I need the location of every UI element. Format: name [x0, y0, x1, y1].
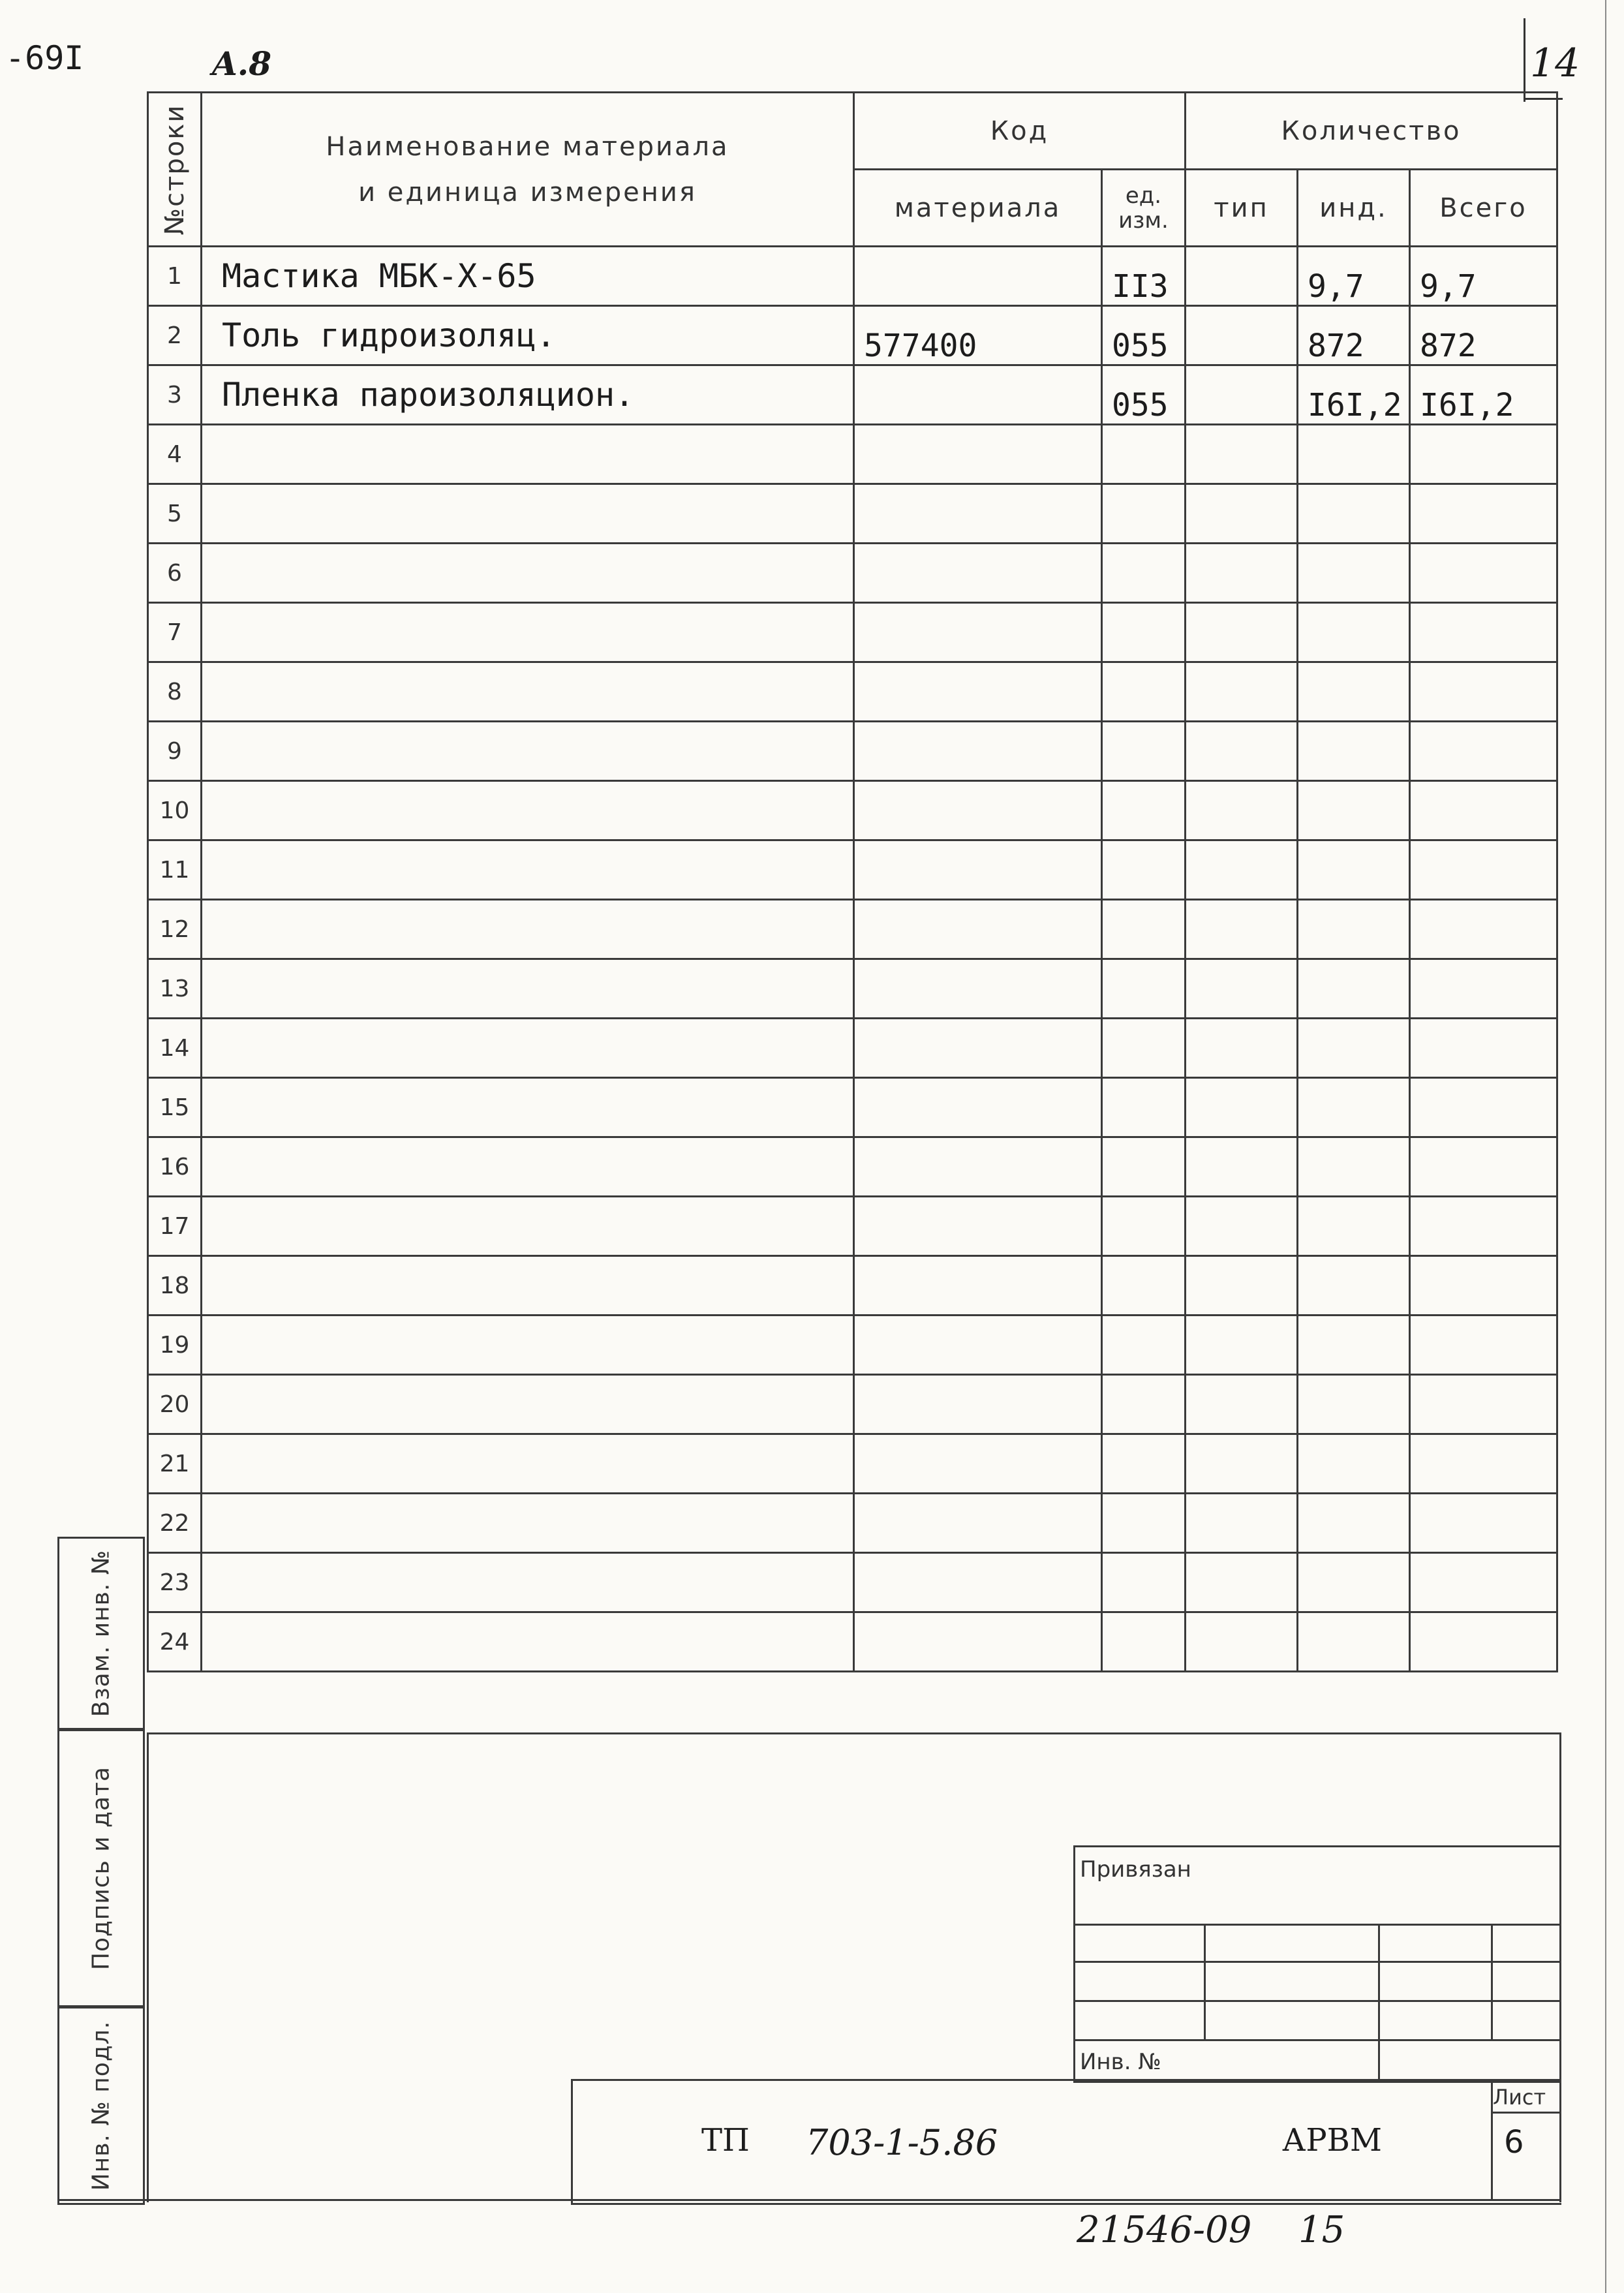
qty-type-cell: [1186, 959, 1298, 1019]
unit-code-cell: [1102, 1256, 1186, 1316]
qty-type-cell: [1186, 1197, 1298, 1256]
qty-type-cell: [1186, 544, 1298, 603]
qty-total-cell: [1410, 603, 1557, 662]
unit-code-cell: 055: [1102, 306, 1186, 365]
qty-ind-cell: I6I,2: [1298, 365, 1410, 425]
unit-code-cell: [1102, 1316, 1186, 1375]
row-number-cell: 13: [148, 959, 202, 1019]
qty-total-cell: [1410, 1256, 1557, 1316]
material-name-cell: [202, 959, 854, 1019]
qty-ind-cell: [1298, 1553, 1410, 1612]
table-row: [148, 1137, 1557, 1197]
row-number-cell: 21: [148, 1434, 202, 1494]
row-number-cell: 10: [148, 781, 202, 840]
material-code-cell: [854, 1197, 1102, 1256]
material-code-cell: [854, 1375, 1102, 1434]
unit-code-cell: [1102, 425, 1186, 484]
row-number-cell: 17: [148, 1197, 202, 1256]
table-row: [148, 1494, 1557, 1553]
unit-code-cell: [1102, 900, 1186, 959]
row-number-cell: 11: [148, 840, 202, 900]
strip-inv-orig: Инв. № подл.: [57, 2007, 145, 2205]
material-name-cell: [202, 1316, 854, 1375]
material-code-cell: [854, 603, 1102, 662]
unit-code-cell: [1102, 1137, 1186, 1197]
bound-label: Привязан: [1080, 1856, 1191, 1883]
strip-inv-replace: Взам. инв. №: [57, 1537, 145, 1730]
material-name-cell: Толь гидроизоляц.: [202, 306, 854, 365]
qty-total-cell: [1410, 840, 1557, 900]
material-code-cell: [854, 1256, 1102, 1316]
unit-code-cell: [1102, 1612, 1186, 1672]
row-number-cell: 6: [148, 544, 202, 603]
unit-code-cell: [1102, 781, 1186, 840]
table-row: [148, 900, 1557, 959]
quantity-header: Количество: [1186, 93, 1557, 170]
table-row: [148, 1019, 1557, 1078]
row-number-cell: 22: [148, 1494, 202, 1553]
material-code-cell: [854, 1553, 1102, 1612]
unit-code-cell: [1102, 1553, 1186, 1612]
material-name-cell: [202, 1494, 854, 1553]
qty-total-cell: [1410, 662, 1557, 722]
qty-type-cell: [1186, 1256, 1298, 1316]
page-number-box-divider: [1524, 18, 1525, 102]
material-spec-table: [147, 91, 1558, 1672]
qty-total-cell: [1410, 484, 1557, 544]
binding-vline-3: [1491, 1924, 1493, 2041]
material-name-cell: [202, 1375, 854, 1434]
unit-code-cell: [1102, 544, 1186, 603]
qty-total-cell: [1410, 1553, 1557, 1612]
qty-total-cell: 9,7: [1410, 247, 1557, 306]
qty-ind-cell: [1298, 1434, 1410, 1494]
unit-code-cell: [1102, 959, 1186, 1019]
qty-total-cell: [1410, 1078, 1557, 1137]
material-name-cell: [202, 1019, 854, 1078]
qty-ind-cell: 872: [1298, 306, 1410, 365]
qty-total-cell: [1410, 544, 1557, 603]
material-code-cell: [854, 900, 1102, 959]
unit-code-cell: [1102, 1494, 1186, 1553]
qty-ind-cell: [1298, 1256, 1410, 1316]
material-name-cell: [202, 781, 854, 840]
material-name-cell: [202, 425, 854, 484]
qty-ind-cell: [1298, 959, 1410, 1019]
material-code-cell: [854, 1316, 1102, 1375]
qty-total-cell: [1410, 1375, 1557, 1434]
qty-type-cell: [1186, 1612, 1298, 1672]
archive-number: 21546-09: [1077, 2209, 1252, 2251]
qty-ind-cell: [1298, 1494, 1410, 1553]
material-code-cell: [854, 1612, 1102, 1672]
table-row: [148, 1553, 1557, 1612]
qty-ind-cell: [1298, 1019, 1410, 1078]
unit-code-cell: [1102, 722, 1186, 781]
stamp-sheet-label-line: [1491, 2112, 1559, 2114]
qty-type-cell: [1186, 722, 1298, 781]
code-header: Код: [854, 93, 1186, 170]
material-code-cell: [854, 781, 1102, 840]
row-number-cell: 2: [148, 306, 202, 365]
material-code-cell: [854, 425, 1102, 484]
unit-code-cell: [1102, 603, 1186, 662]
qty-total-cell: [1410, 959, 1557, 1019]
table-row: [148, 247, 1557, 306]
project-number: 703-1-5.86: [806, 2122, 998, 2163]
qty-ind-cell: [1298, 662, 1410, 722]
qty-type-cell: [1186, 900, 1298, 959]
material-name-cell: [202, 722, 854, 781]
row-number-cell: 4: [148, 425, 202, 484]
material-code-cell: [854, 722, 1102, 781]
row-number-cell: 19: [148, 1316, 202, 1375]
unit-code-cell: 055: [1102, 365, 1186, 425]
sheet-code: A.8: [212, 44, 271, 83]
material-code-header: материала: [854, 170, 1102, 247]
row-number-header: №строки: [148, 93, 202, 247]
frame-left-lower: [147, 1732, 149, 2202]
qty-ind-cell: [1298, 900, 1410, 959]
qty-ind-cell: 9,7: [1298, 247, 1410, 306]
unit-code-cell: [1102, 1375, 1186, 1434]
material-code-cell: [854, 662, 1102, 722]
qty-type-cell: [1186, 1078, 1298, 1137]
table-row: [148, 840, 1557, 900]
qty-type-header: тип: [1186, 170, 1298, 247]
qty-ind-cell: [1298, 544, 1410, 603]
row-number-cell: 5: [148, 484, 202, 544]
qty-total-cell: [1410, 1019, 1557, 1078]
qty-type-cell: [1186, 484, 1298, 544]
material-name-cell: [202, 662, 854, 722]
material-code-cell: [854, 1434, 1102, 1494]
qty-type-cell: [1186, 781, 1298, 840]
table-row: [148, 662, 1557, 722]
qty-type-cell: [1186, 1375, 1298, 1434]
doc-code: АРВМ: [1282, 2122, 1383, 2159]
material-code-cell: [854, 1019, 1102, 1078]
material-code-cell: [854, 959, 1102, 1019]
qty-type-cell: [1186, 1137, 1298, 1197]
qty-type-cell: [1186, 365, 1298, 425]
document-code-fragment: -69I: [5, 39, 84, 77]
binding-line-4: [1073, 2039, 1559, 2041]
qty-total-cell: I6I,2: [1410, 365, 1557, 425]
table-row: [148, 1434, 1557, 1494]
table-row: [148, 425, 1557, 484]
table-row: [148, 365, 1557, 425]
qty-total-cell: [1410, 1197, 1557, 1256]
qty-type-cell: [1186, 1019, 1298, 1078]
material-name-cell: Мастика МБК-Х-65: [202, 247, 854, 306]
table-bottom-border: [147, 1732, 1561, 1734]
table-row: [148, 1078, 1557, 1137]
sheet-label: Лист: [1493, 2085, 1546, 2110]
qty-ind-cell: [1298, 840, 1410, 900]
table-row: [148, 1375, 1557, 1434]
row-number-cell: 18: [148, 1256, 202, 1316]
row-number-cell: 15: [148, 1078, 202, 1137]
table-row: [148, 484, 1557, 544]
qty-ind-cell: [1298, 603, 1410, 662]
qty-total-cell: [1410, 900, 1557, 959]
binding-vline-1: [1204, 1924, 1206, 2041]
qty-total-header: Всего: [1410, 170, 1557, 247]
qty-ind-cell: [1298, 1197, 1410, 1256]
qty-total-cell: [1410, 425, 1557, 484]
material-code-cell: [854, 1078, 1102, 1137]
material-code-cell: [854, 484, 1102, 544]
row-number-cell: 12: [148, 900, 202, 959]
table-row: [148, 722, 1557, 781]
qty-type-cell: [1186, 306, 1298, 365]
qty-type-cell: [1186, 1434, 1298, 1494]
unit-code-cell: [1102, 662, 1186, 722]
scan-edge-line: [1605, 0, 1606, 2293]
material-name-cell: [202, 1434, 854, 1494]
material-name-cell: [202, 1612, 854, 1672]
unit-code-cell: [1102, 1434, 1186, 1494]
table-row: [148, 306, 1557, 365]
qty-ind-cell: [1298, 1078, 1410, 1137]
qty-ind-cell: [1298, 1375, 1410, 1434]
qty-ind-cell: [1298, 425, 1410, 484]
qty-total-cell: [1410, 1612, 1557, 1672]
qty-type-cell: [1186, 425, 1298, 484]
qty-total-cell: [1410, 1494, 1557, 1553]
table-row: [148, 1197, 1557, 1256]
qty-type-cell: [1186, 1316, 1298, 1375]
unit-code-cell: II3: [1102, 247, 1186, 306]
row-number-cell: 9: [148, 722, 202, 781]
material-name-cell: Пленка пароизоляцион.: [202, 365, 854, 425]
binding-line-3: [1073, 2000, 1559, 2002]
inv-label: Инв. №: [1080, 2049, 1161, 2075]
row-number-cell: 8: [148, 662, 202, 722]
material-name-cell: [202, 484, 854, 544]
material-name-cell: [202, 1078, 854, 1137]
row-number-cell: 7: [148, 603, 202, 662]
qty-total-cell: [1410, 781, 1557, 840]
qty-type-cell: [1186, 247, 1298, 306]
unit-code-cell: [1102, 1197, 1186, 1256]
table-row: [148, 1256, 1557, 1316]
strip-sign-date: Подпись и дата: [57, 1729, 145, 2007]
spec-table-body: [148, 247, 1557, 1672]
qty-ind-cell: [1298, 781, 1410, 840]
qty-ind-cell: [1298, 1612, 1410, 1672]
row-number-cell: 3: [148, 365, 202, 425]
qty-type-cell: [1186, 1494, 1298, 1553]
material-name-cell: [202, 544, 854, 603]
material-code-cell: 577400: [854, 306, 1102, 365]
archive-page: 15: [1298, 2209, 1345, 2251]
row-number-cell: 20: [148, 1375, 202, 1434]
qty-ind-cell: [1298, 1137, 1410, 1197]
table-row: [148, 781, 1557, 840]
qty-ind-cell: [1298, 1316, 1410, 1375]
table-row: [148, 959, 1557, 1019]
unit-code-cell: [1102, 484, 1186, 544]
row-number-cell: 14: [148, 1019, 202, 1078]
material-code-cell: [854, 365, 1102, 425]
unit-code-cell: [1102, 840, 1186, 900]
table-row: [148, 603, 1557, 662]
qty-type-cell: [1186, 603, 1298, 662]
row-number-cell: 16: [148, 1137, 202, 1197]
unit-code-cell: [1102, 1078, 1186, 1137]
qty-type-cell: [1186, 662, 1298, 722]
unit-code-cell: [1102, 1019, 1186, 1078]
material-name-cell: [202, 603, 854, 662]
row-number-cell: 1: [148, 247, 202, 306]
binding-line-2: [1073, 1961, 1559, 1963]
material-name-header: Наименование материала и единица измерения: [202, 93, 854, 247]
qty-type-cell: [1186, 1553, 1298, 1612]
material-code-cell: [854, 544, 1102, 603]
qty-total-cell: [1410, 722, 1557, 781]
qty-type-cell: [1186, 840, 1298, 900]
page-number: 14: [1530, 40, 1580, 86]
row-number-cell: 24: [148, 1612, 202, 1672]
row-number-cell: 23: [148, 1553, 202, 1612]
material-code-cell: [854, 1494, 1102, 1553]
material-name-cell: [202, 1137, 854, 1197]
unit-code-header: ед. изм.: [1102, 170, 1186, 247]
material-code-cell: [854, 247, 1102, 306]
sheet-number: 6: [1504, 2124, 1524, 2161]
qty-total-cell: [1410, 1434, 1557, 1494]
material-name-cell: [202, 840, 854, 900]
table-row: [148, 1612, 1557, 1672]
table-row: [148, 544, 1557, 603]
qty-total-cell: 872: [1410, 306, 1557, 365]
qty-total-cell: [1410, 1137, 1557, 1197]
material-code-cell: [854, 1137, 1102, 1197]
qty-ind-cell: [1298, 722, 1410, 781]
qty-total-cell: [1410, 1316, 1557, 1375]
material-code-cell: [854, 840, 1102, 900]
qty-ind-cell: [1298, 484, 1410, 544]
table-row: [148, 1316, 1557, 1375]
binding-vline-2: [1378, 1924, 1380, 2080]
material-name-cell: [202, 1197, 854, 1256]
binding-line-1: [1073, 1924, 1559, 1926]
material-name-cell: [202, 1256, 854, 1316]
material-name-cell: [202, 1553, 854, 1612]
material-name-cell: [202, 900, 854, 959]
tp-label: ТП: [701, 2122, 750, 2159]
qty-ind-header: инд.: [1298, 170, 1410, 247]
